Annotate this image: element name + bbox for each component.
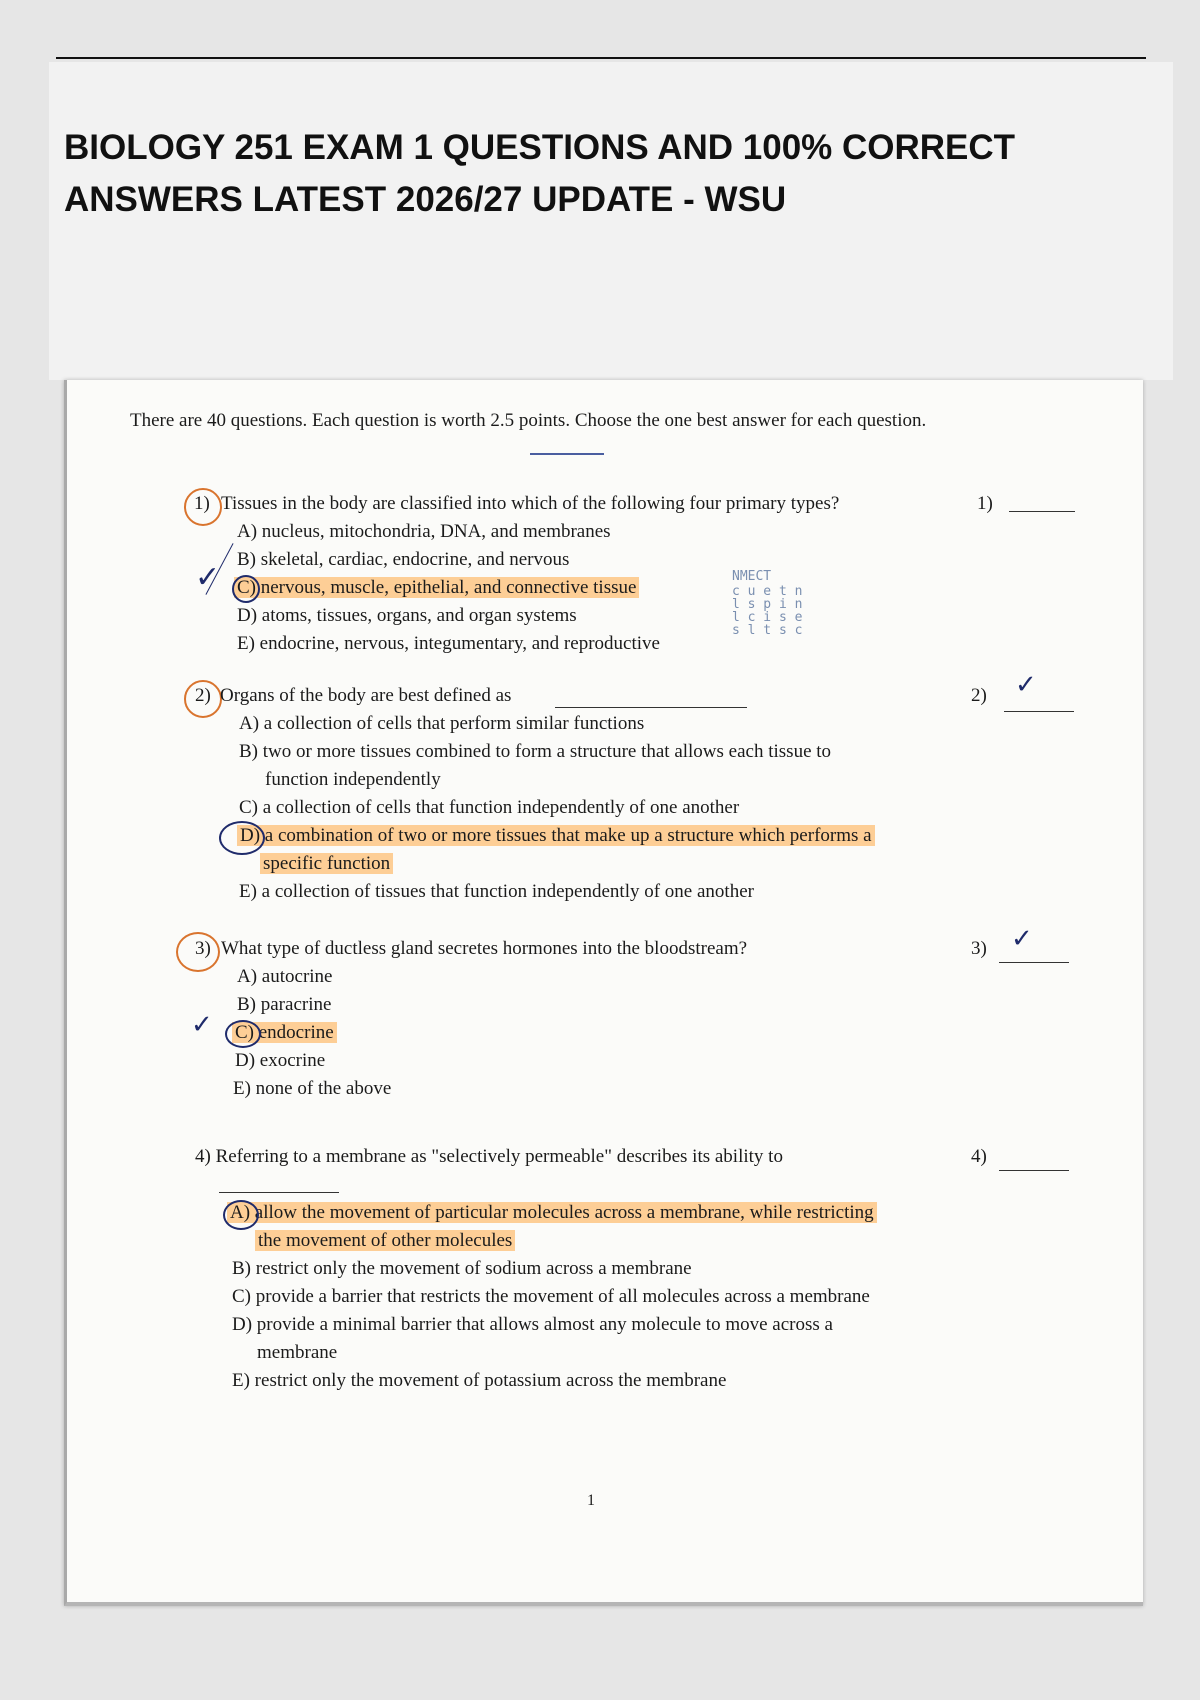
- answer-option: B) paracrine: [237, 994, 332, 1015]
- question-number: 3): [195, 938, 211, 959]
- answer-label: 1): [977, 493, 993, 514]
- question-number: 2): [195, 685, 211, 706]
- answer-circle: [223, 1200, 259, 1230]
- answer-option: B) two or more tissues combined to form a structure that allows each tissue to: [239, 741, 832, 762]
- exam-instructions: There are 40 questions. Each question is worth 2.5 points. Choose the one best answer for each question.: [130, 410, 927, 431]
- answer-circle: [225, 1020, 261, 1048]
- answer-label: 3): [971, 938, 987, 959]
- answer-label: 2): [971, 685, 987, 706]
- answer-option: B) restrict only the movement of sodium across a membrane: [232, 1258, 692, 1279]
- answer-circle: [232, 575, 260, 603]
- answer-option: C) provide a barrier that restricts the movement of all molecules across a membrane: [232, 1286, 870, 1307]
- top-rule: [56, 57, 1146, 59]
- answer-option-continued: specific function: [260, 853, 393, 875]
- question-stem: What type of ductless gland secretes hormones into the bloodstream?: [221, 938, 748, 959]
- answer-option-continued: the movement of other molecules: [255, 1230, 515, 1252]
- question-stem: 4) Referring to a membrane as "selectively permeable" describes its ability to: [195, 1146, 783, 1167]
- margin-scribble: c u e t n l s p i n l c i s e s l t s c: [732, 584, 803, 638]
- check-mark-icon: ✓: [1011, 924, 1033, 954]
- answer-option: B) skeletal, cardiac, endocrine, and nervous: [237, 549, 570, 570]
- answer-option: D) provide a minimal barrier that allows almost any molecule to move across a: [232, 1314, 833, 1335]
- question-number: 1): [194, 493, 210, 514]
- answer-blank: [999, 962, 1069, 963]
- answer-option-selected: D) a combination of two or more tissues that make up a structure which performs a: [237, 825, 875, 847]
- answer-option-selected: C) nervous, muscle, epithelial, and connective tissue: [234, 577, 639, 599]
- answer-option-selected: A) allow the movement of particular molecules across a membrane, while restricting: [227, 1202, 877, 1224]
- answer-option: A) a collection of cells that perform similar functions: [239, 713, 645, 734]
- question-stem: Tissues in the body are classified into which of the following four primary types?: [221, 493, 840, 514]
- page-number: 1: [587, 1492, 595, 1509]
- check-mark-icon: ✓: [191, 1010, 213, 1040]
- question-blank: [555, 707, 747, 708]
- answer-option: E) a collection of tissues that function independently of one another: [239, 881, 754, 902]
- answer-blank: [999, 1170, 1069, 1171]
- margin-note: NMECT: [732, 569, 772, 584]
- document-title: BIOLOGY 251 EXAM 1 QUESTIONS AND 100% CORRECT ANSWERS LATEST 2026/27 UPDATE - WSU: [64, 128, 1016, 219]
- answer-option: C) a collection of cells that function independently of one another: [239, 797, 740, 818]
- answer-option-continued: function independently: [265, 769, 441, 790]
- answer-option: E) none of the above: [233, 1078, 392, 1099]
- title-banner: [49, 62, 1173, 380]
- answer-option: D) exocrine: [235, 1050, 326, 1071]
- answer-label: 4): [971, 1146, 987, 1167]
- answer-option: D) atoms, tissues, organs, and organ systems: [237, 605, 577, 626]
- answer-option: E) restrict only the movement of potassium across the membrane: [232, 1370, 727, 1391]
- check-mark-icon: ✓: [195, 560, 221, 595]
- answer-blank: [1004, 711, 1074, 712]
- points-underline: [530, 453, 604, 455]
- answer-option: A) nucleus, mitochondria, DNA, and membranes: [237, 521, 611, 542]
- question-stem: Organs of the body are best defined as: [220, 685, 512, 706]
- question-blank: [219, 1192, 339, 1193]
- answer-option-selected: C) endocrine: [232, 1022, 337, 1044]
- answer-blank: [1009, 511, 1075, 512]
- answer-option: A) autocrine: [237, 966, 333, 987]
- check-mark-icon: ✓: [1015, 670, 1037, 700]
- answer-circle: [219, 821, 265, 855]
- exam-page: [64, 380, 1143, 1606]
- answer-option: E) endocrine, nervous, integumentary, and reproductive: [237, 633, 660, 654]
- answer-option-continued: membrane: [257, 1342, 338, 1363]
